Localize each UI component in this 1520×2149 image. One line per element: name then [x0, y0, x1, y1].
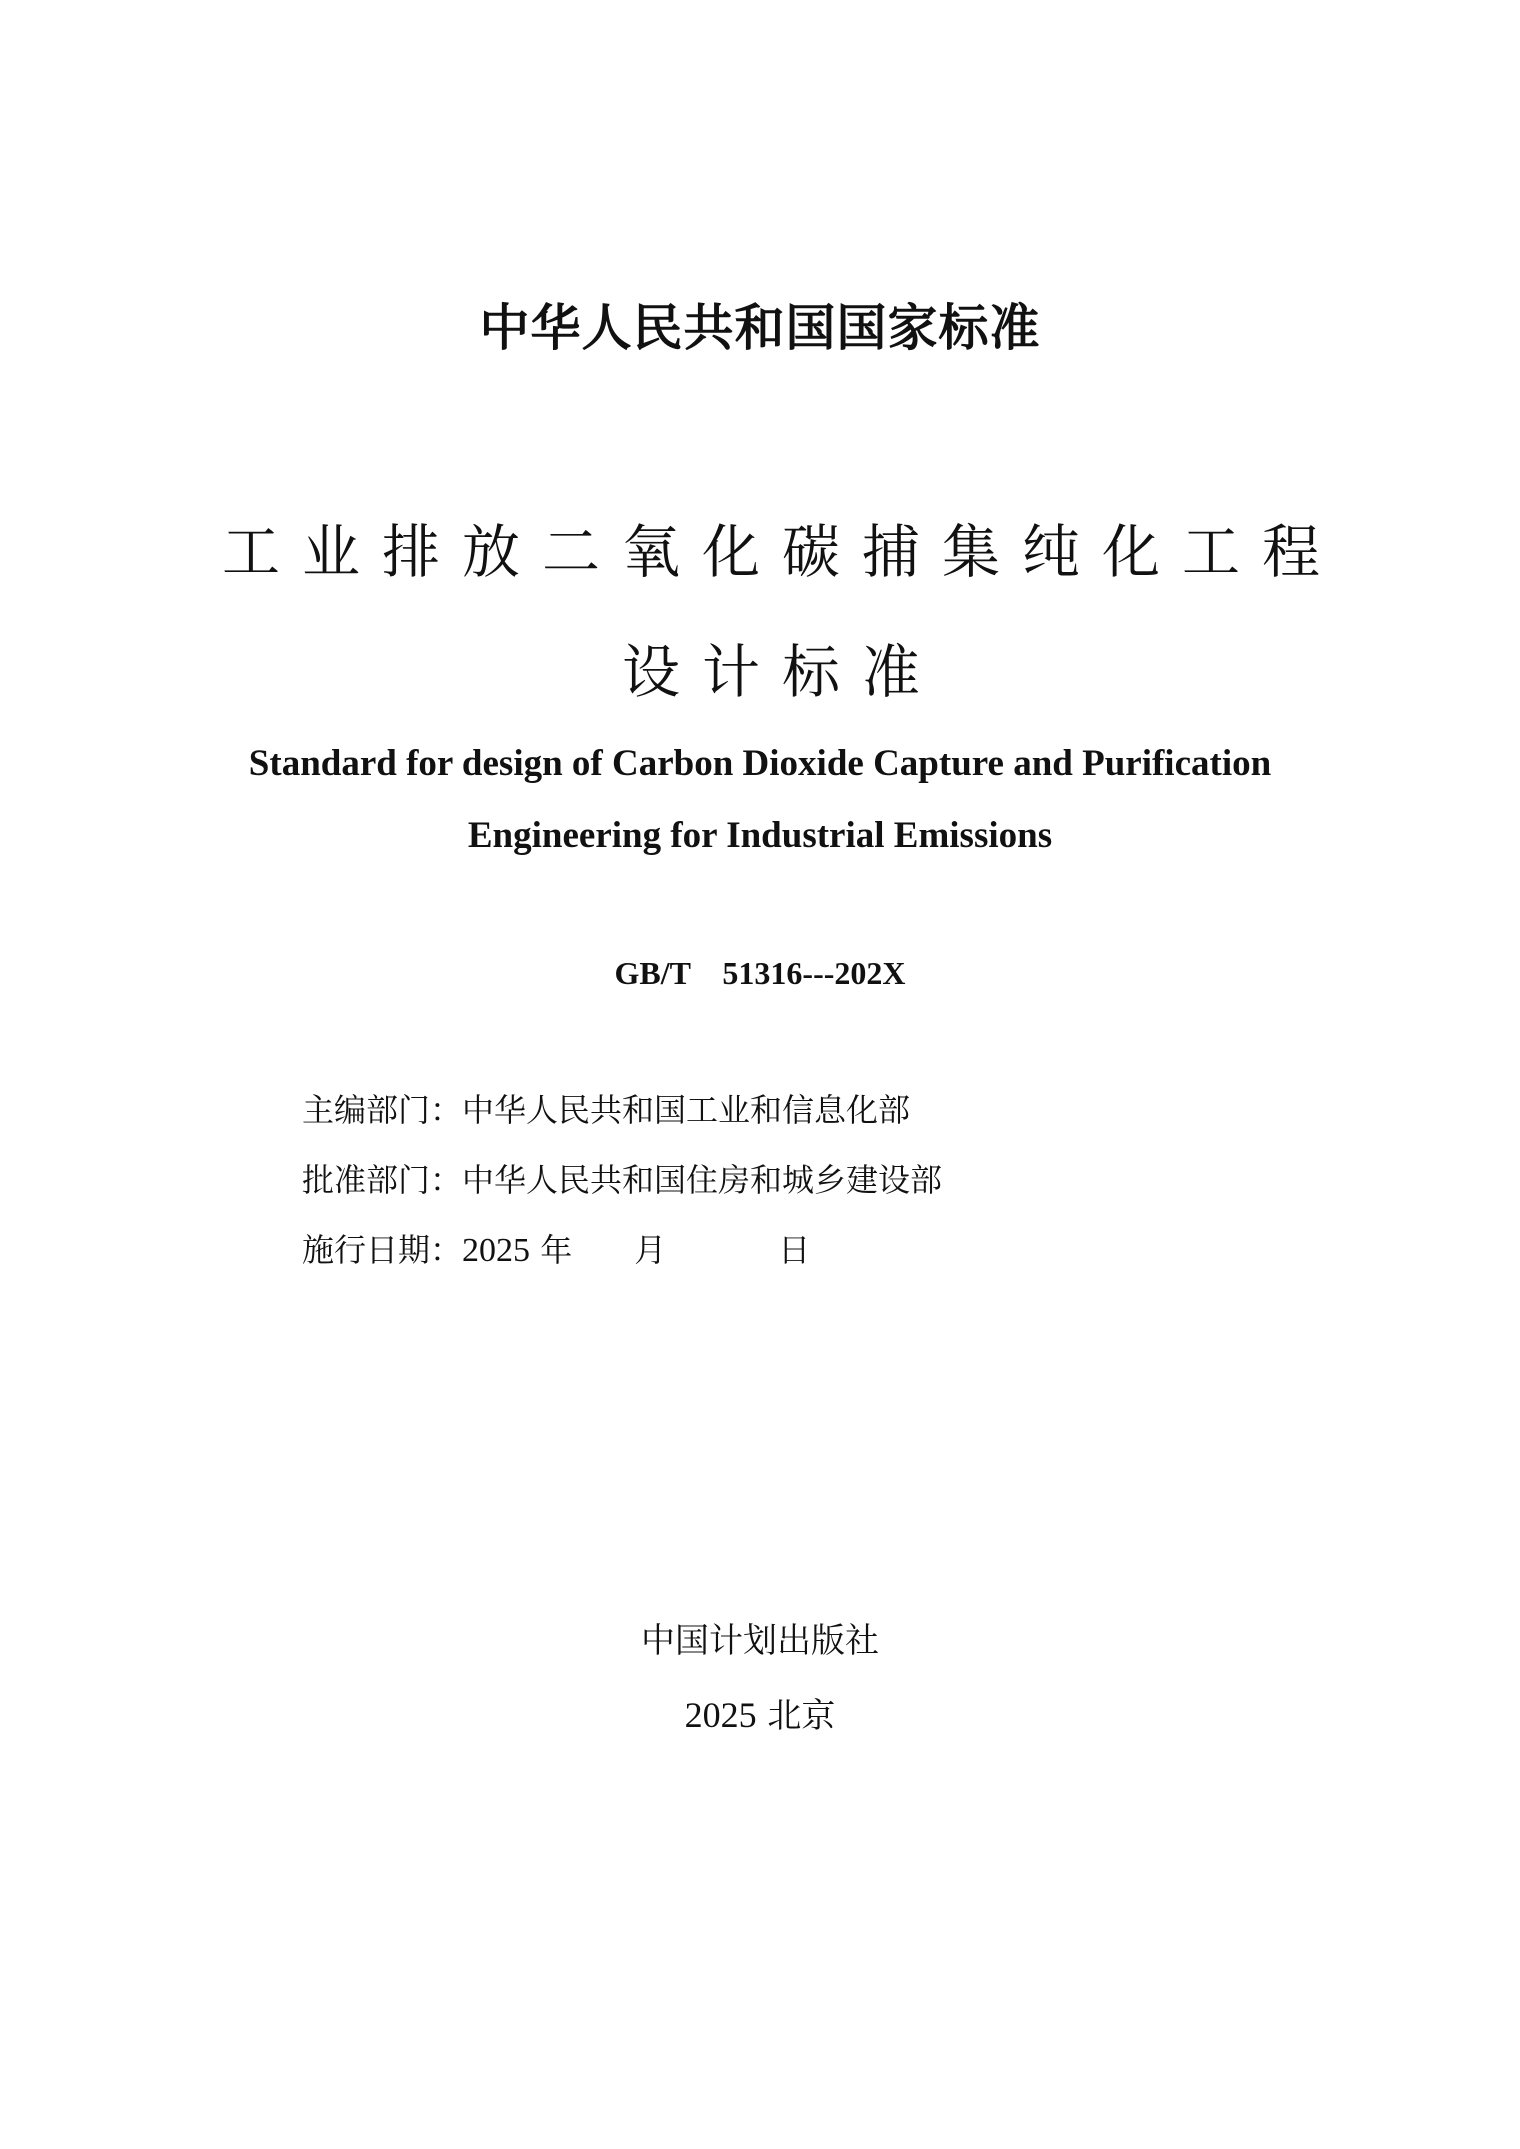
title-chinese-line-2: 设计标准: [621, 638, 942, 706]
national-standard-heading: 中华人民共和国国家标准: [479, 299, 1041, 357]
date-year: 2025: [462, 1232, 531, 1269]
approver-label: 批准部门：: [302, 1161, 463, 1199]
approver-department: [302, 1155, 942, 1201]
date-month-unit: 月: [634, 1231, 667, 1269]
date-label: 施行日期：: [302, 1231, 463, 1269]
publisher-name: 中国计划出版社: [641, 1621, 879, 1661]
title-english-line-2: Engineering for Industrial Emissions: [467, 815, 1053, 856]
approver-value: 中华人民共和国住房和城乡建设部: [462, 1161, 943, 1199]
publication-year: 2025: [684, 1695, 757, 1735]
standard-code: GB/T 51316---202X: [614, 955, 906, 991]
title-english-line-1: Standard for design of Carbon Dioxide Capture and Purification: [248, 743, 1272, 784]
publication-city: 北京: [767, 1696, 836, 1736]
date-day-unit: 日: [778, 1231, 811, 1269]
editor-department: [302, 1085, 910, 1131]
publication-year-city: [0, 1688, 1520, 1737]
effective-date: [302, 1225, 810, 1271]
title-chinese-line-1: 工业排放二氧化碳捕集纯化工程: [221, 518, 1342, 586]
date-year-unit: 年: [540, 1231, 573, 1269]
editor-value: 中华人民共和国工业和信息化部: [462, 1091, 911, 1129]
editor-label: 主编部门：: [302, 1091, 463, 1129]
